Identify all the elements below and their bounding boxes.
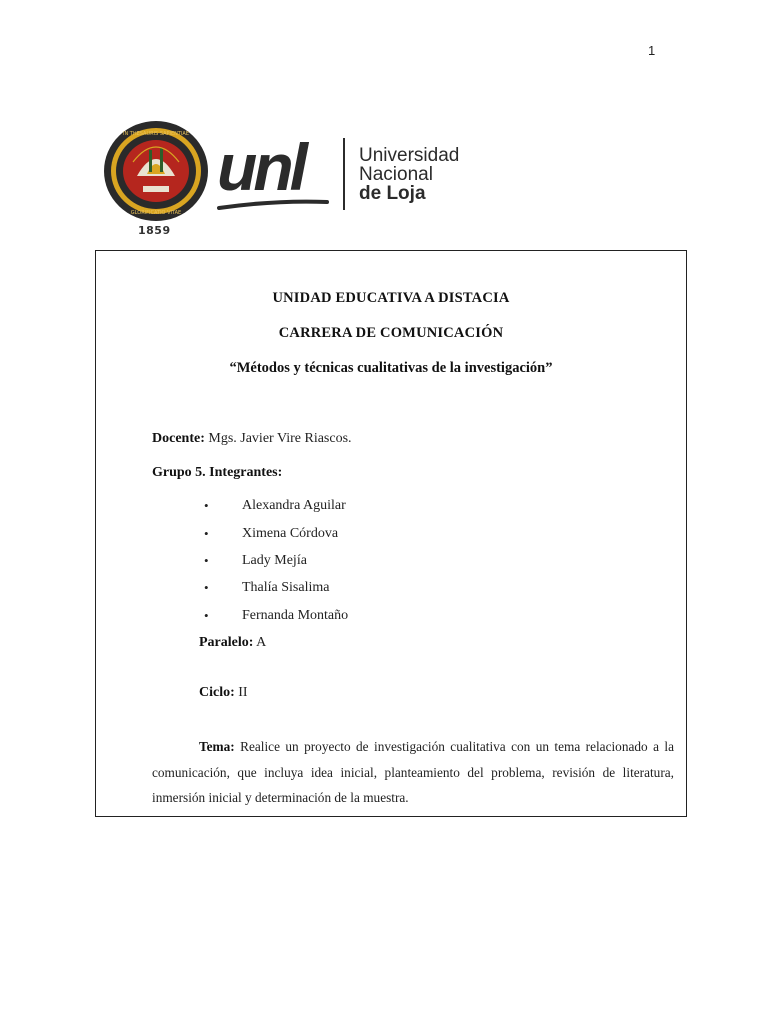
ciclo-line [199, 685, 248, 701]
svg-text:Universidad: Universidad [359, 145, 460, 166]
group-label: Grupo 5. Integrantes: [152, 465, 283, 480]
docente-label: Docente: [152, 431, 205, 446]
page-number: 1 [648, 43, 656, 58]
institution-heading: UNIDAD EDUCATIVA A DISTACIA [272, 290, 510, 306]
svg-text:Nacional: Nacional [359, 164, 433, 185]
paralelo-line [199, 635, 266, 651]
docente-line [152, 431, 352, 447]
bullet-icon: • [204, 526, 209, 541]
svg-text:unl: unl [217, 130, 304, 204]
member-name: Alexandra Aguilar [242, 498, 346, 513]
tema-paragraph [152, 734, 674, 811]
university-seal-logo [103, 120, 209, 222]
ciclo-value: II [238, 685, 248, 700]
unl-wordmark-logo [215, 128, 475, 218]
svg-text:de Loja: de Loja [359, 183, 426, 204]
member-name: Ximena Córdova [242, 526, 339, 541]
cover-info-box [95, 250, 687, 817]
tema-value: Realice un proyecto de investigación cualitativa con un tema relacionado a la comunicación, que incluya idea inicial, planteamiento del problema, revisión de literatura, inmersión inicial y determinación de la muestra. [152, 739, 674, 805]
docente-value: Mgs. Javier Vire Riascos. [208, 431, 352, 446]
tema-label: Tema: [199, 739, 235, 754]
bullet-icon: • [204, 553, 209, 568]
subject-heading: “Métodos y técnicas cualitativas de la investigación” [229, 360, 553, 376]
bullet-icon: • [204, 498, 209, 513]
career-heading: CARRERA DE COMUNICACIÓN [278, 325, 504, 341]
member-name: Lady Mejía [242, 553, 307, 568]
paralelo-label: Paralelo: [199, 635, 254, 650]
paralelo-value: A [256, 635, 267, 650]
ciclo-label: Ciclo: [199, 685, 235, 700]
bullet-icon: • [204, 580, 209, 595]
member-name: Thalía Sisalima [242, 580, 330, 595]
svg-text:IN THESAURIS SAPIENTIAE: IN THESAURIS SAPIENTIAE [122, 131, 190, 137]
svg-text:GLORIFICATIO VITAE: GLORIFICATIO VITAE [130, 210, 182, 216]
member-name: Fernanda Montaño [242, 608, 349, 623]
seal-year: 1859 [138, 224, 171, 237]
bullet-icon: • [204, 608, 209, 623]
